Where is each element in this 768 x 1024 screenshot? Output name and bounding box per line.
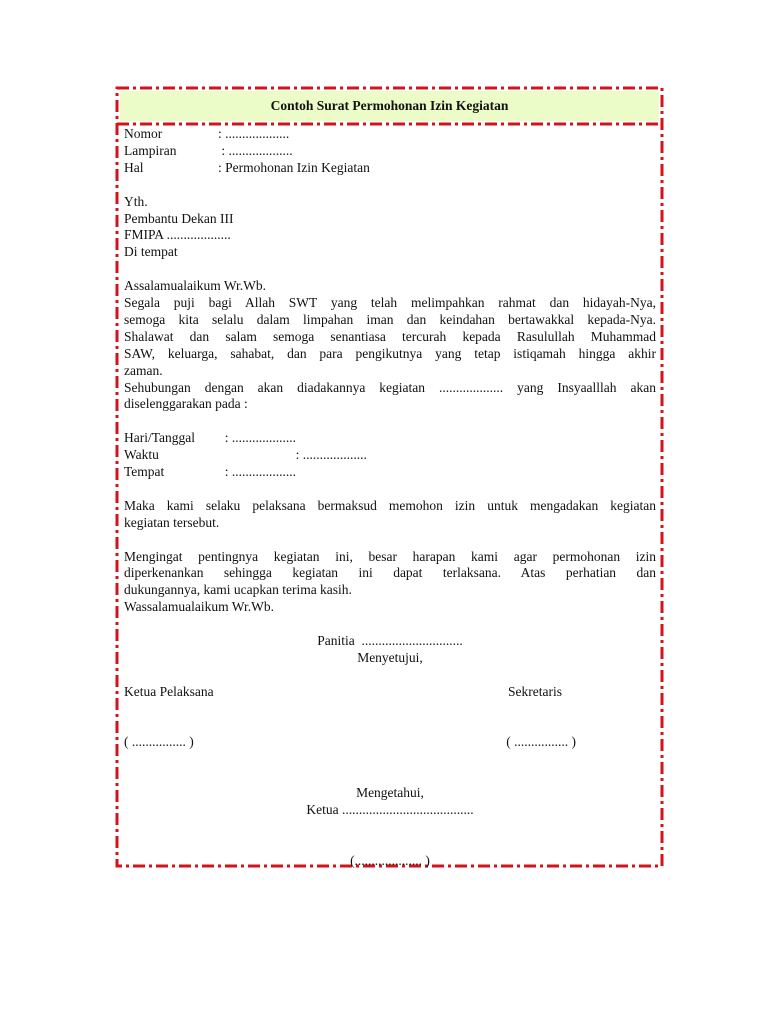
sig-paren-left: ( ................ )	[124, 734, 194, 750]
sig-ketua: Ketua .......................................	[306, 802, 474, 818]
field-hal: Hal : Permohonan Izin Kegiatan	[124, 159, 370, 175]
request-last: kegiatan tersebut.	[124, 514, 220, 530]
sig-paren-row	[124, 734, 656, 751]
recipient-line2: FMIPA ...................	[124, 227, 231, 243]
opening-p2-line: Sehubungan dengan akan diadakannya kegiatan ................... yang Insyaalllah akan	[124, 379, 656, 395]
closing-last: dukungannya, kami ucapkan terima kasih.	[124, 582, 352, 598]
field-lampiran: Lampiran : ...................	[124, 142, 293, 158]
sig-sekretaris: Sekretaris	[508, 683, 562, 699]
opening-p1-line: semoga kita selalu dalam limpahan iman dan keindahan bertawakkal kepada-Nya.	[124, 311, 656, 327]
field-nomor: Nomor : ...................	[124, 126, 290, 141]
sig-menyetujui: Menyetujui,	[357, 650, 423, 665]
recipient-line1: Pembantu Dekan III	[124, 210, 234, 226]
request-line: Maka kami selaku pelaksana bermaksud memohon izin untuk mengadakan kegiatan	[124, 497, 656, 513]
sig-mengetahui: Mengetahui,	[356, 785, 424, 801]
sig-panitia: Panitia ..............................	[317, 633, 463, 649]
recipient-line3: Di tempat	[124, 244, 178, 260]
opening-p1-last: zaman.	[124, 362, 163, 378]
closing-line: diperkenankan sehingga kegiatan ini dapat terlaksana. Atas perhatian dan	[124, 565, 656, 581]
letter-body	[124, 126, 656, 870]
sig-ketua-pelaksana: Ketua Pelaksana	[124, 683, 214, 699]
opening-p2-last: diselenggarakan pada :	[124, 396, 248, 412]
opening-p1-line: Segala puji bagi Allah SWT yang telah melimpahkan rahmat dan hidayah-Nya,	[124, 295, 656, 311]
closing-line: Mengingat pentingnya kegiatan ini, besar harapan kami agar permohonan izin	[124, 548, 656, 564]
recipient-greeting: Yth.	[124, 193, 148, 209]
sig-paren-bottom: (.................... )	[350, 852, 430, 868]
letter-title: Contoh Surat Permohonan Izin Kegiatan	[270, 98, 509, 113]
sig-paren-right: ( ................ )	[506, 734, 576, 750]
opening-p1-line: Shalawat dan salam semoga senantiasa tercurah kepada Rasulullah Muhammad	[124, 328, 656, 344]
schedule-tempat: Tempat : ...................	[124, 464, 297, 480]
schedule-waktu: Waktu : ...................	[124, 447, 367, 463]
sig-roles-row	[124, 684, 656, 701]
opening-p1-line: SAW, keluarga, sahabat, dan para pengikutnya yang tetap istiqamah hingga akhir	[124, 345, 656, 361]
closing-salam: Wassalamualaikum Wr.Wb.	[124, 599, 274, 615]
opening-salam: Assalamualaikum Wr.Wb.	[124, 278, 267, 294]
title-band	[120, 91, 659, 121]
schedule-hari: Hari/Tanggal : ...................	[124, 430, 297, 446]
